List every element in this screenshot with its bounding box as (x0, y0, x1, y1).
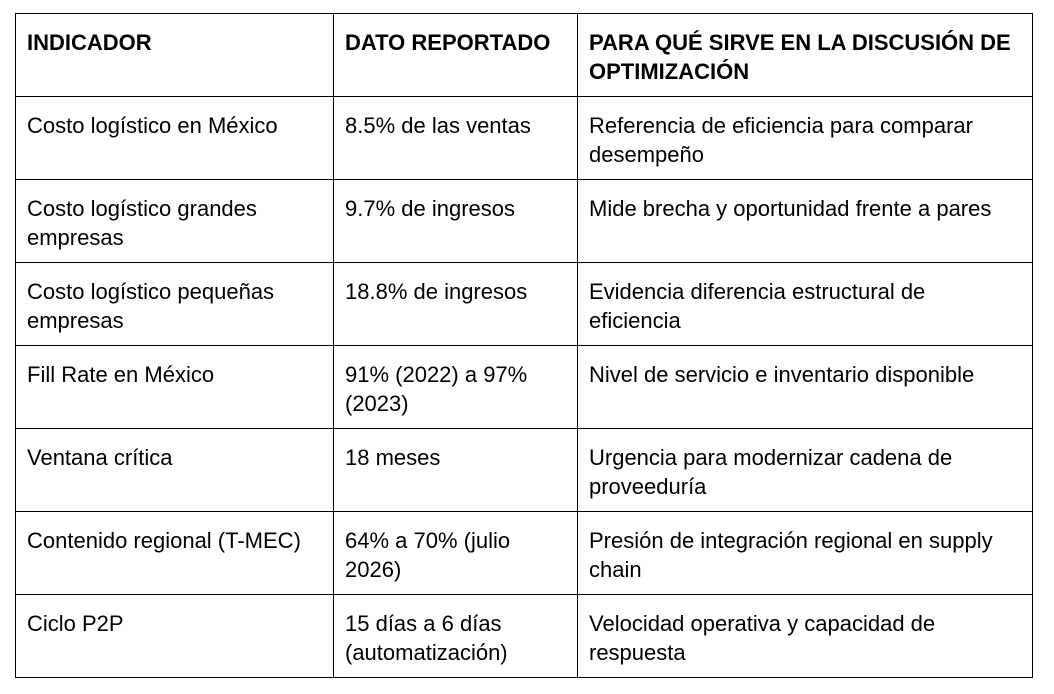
cell-uso: Nivel de servicio e inventario disponible (578, 346, 1033, 429)
cell-dato: 64% a 70% (julio 2026) (334, 512, 578, 595)
cell-dato: 8.5% de las ventas (334, 97, 578, 180)
cell-indicador: Contenido regional (T-MEC) (16, 512, 334, 595)
cell-uso: Velocidad operativa y capacidad de respuesta (578, 595, 1033, 678)
cell-uso: Referencia de eficiencia para comparar desempeño (578, 97, 1033, 180)
header-dato-reportado: DATO REPORTADO (334, 14, 578, 97)
cell-indicador: Fill Rate en México (16, 346, 334, 429)
cell-indicador: Costo logístico grandes empresas (16, 180, 334, 263)
table-row (16, 180, 1033, 263)
cell-uso: Mide brecha y oportunidad frente a pares (578, 180, 1033, 263)
table-row (16, 97, 1033, 180)
cell-indicador: Costo logístico en México (16, 97, 334, 180)
cell-uso: Presión de integración regional en supply chain (578, 512, 1033, 595)
cell-uso: Urgencia para modernizar cadena de proveeduría (578, 429, 1033, 512)
cell-indicador: Ventana crítica (16, 429, 334, 512)
cell-dato: 18 meses (334, 429, 578, 512)
cell-uso: Evidencia diferencia estructural de eficiencia (578, 263, 1033, 346)
cell-dato: 18.8% de ingresos (334, 263, 578, 346)
cell-indicador: Ciclo P2P (16, 595, 334, 678)
cell-dato: 15 días a 6 días (automatización) (334, 595, 578, 678)
table-row (16, 346, 1033, 429)
header-indicador: INDICADOR (16, 14, 334, 97)
cell-dato: 91% (2022) a 97% (2023) (334, 346, 578, 429)
table-row (16, 263, 1033, 346)
indicators-table (15, 13, 1033, 678)
table-row (16, 512, 1033, 595)
table-row (16, 429, 1033, 512)
cell-indicador: Costo logístico pequeñas empresas (16, 263, 334, 346)
header-para-que-sirve: PARA QUÉ SIRVE EN LA DISCUSIÓN DE OPTIMIZACIÓN (578, 14, 1033, 97)
cell-dato: 9.7% de ingresos (334, 180, 578, 263)
table-header-row (16, 14, 1033, 97)
table-row (16, 595, 1033, 678)
